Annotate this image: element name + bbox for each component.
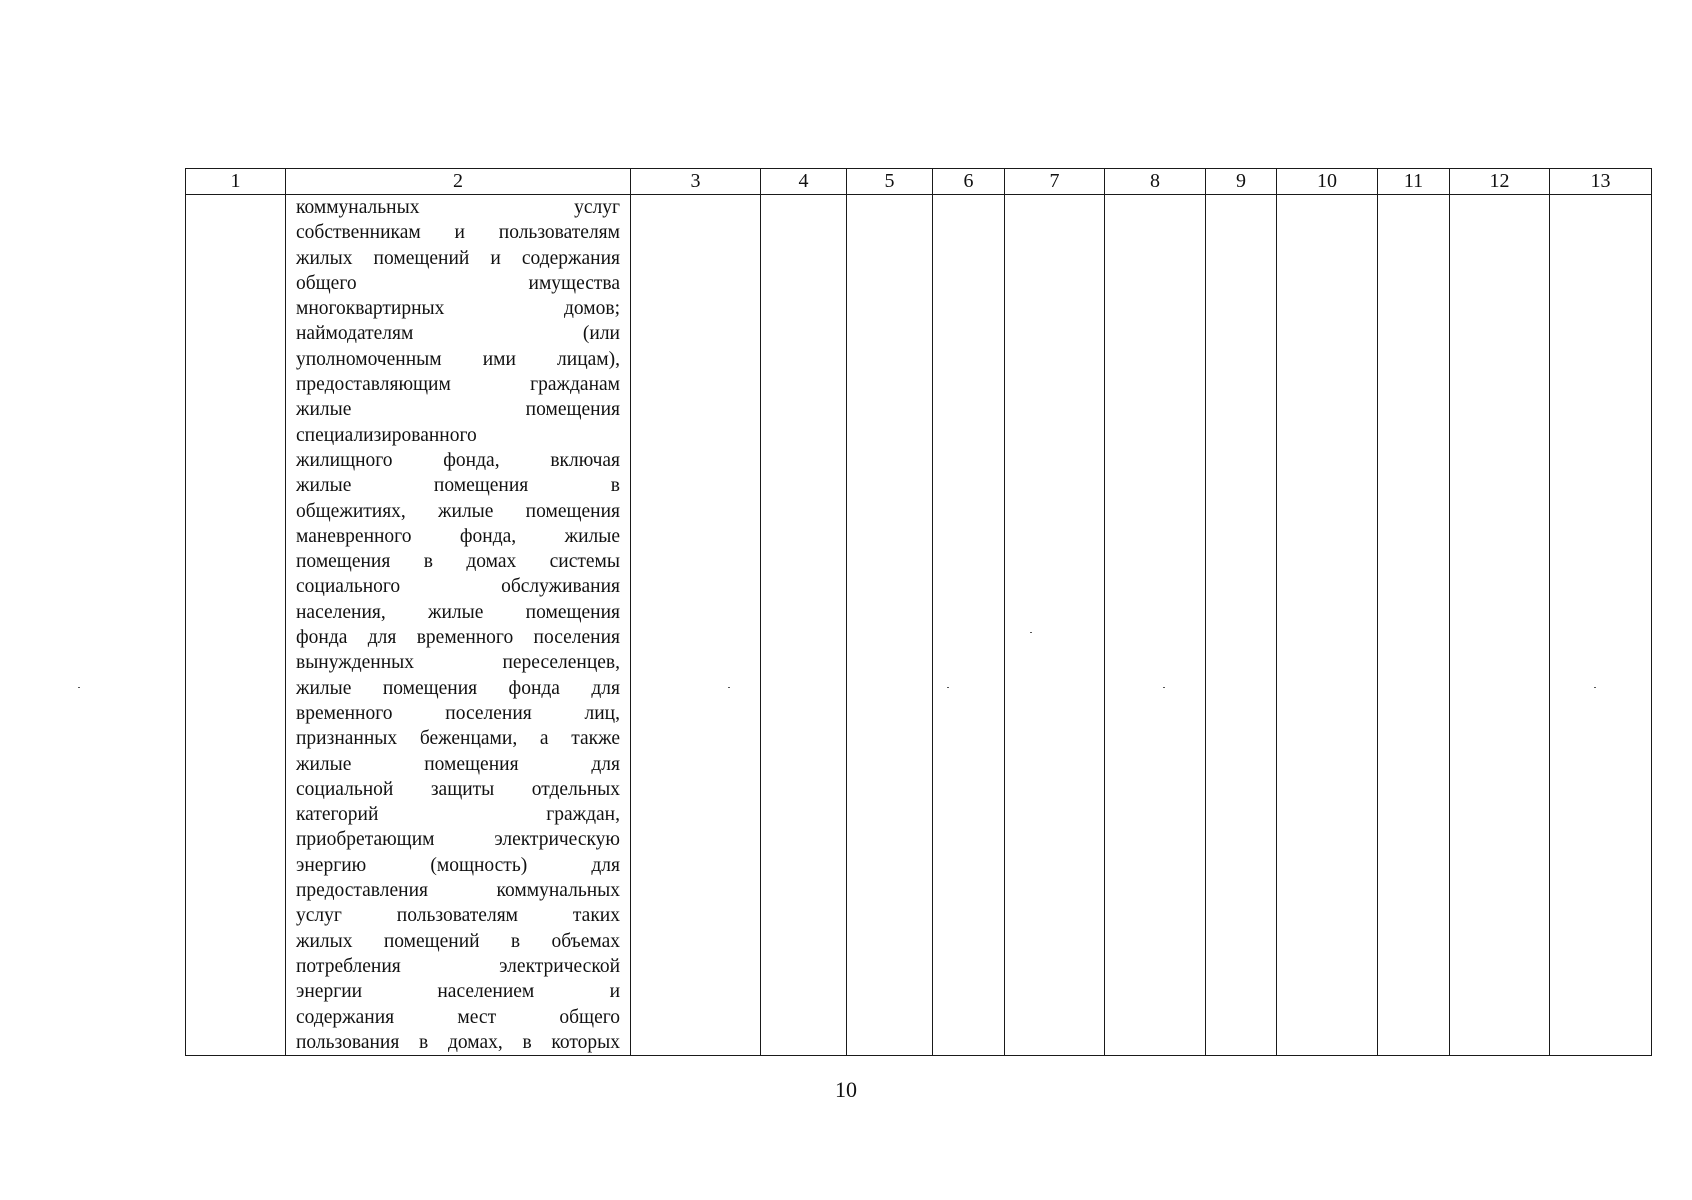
column-header-11: 11 <box>1378 169 1450 195</box>
description-line: категорий граждан, <box>296 804 620 826</box>
description-line: коммунальных услуг <box>296 197 620 218</box>
description-line: жилищного фонда, включая <box>296 449 620 471</box>
description-line: жилые помещения фонда для <box>296 677 620 699</box>
scan-speck <box>78 687 80 688</box>
description-line: приобретающим электрическую <box>296 829 620 851</box>
cell-col-8 <box>1105 195 1206 1056</box>
description-line: временного поселения лиц, <box>296 702 620 724</box>
description-line: социальной защиты отдельных <box>296 778 620 800</box>
description-line: социального обслуживания <box>296 576 620 598</box>
cell-col-3 <box>631 195 761 1056</box>
cell-col-6 <box>933 195 1005 1056</box>
description-line: населения, жилые помещения <box>296 601 620 623</box>
description-line: жилые помещения в <box>296 475 620 497</box>
description-line: вынужденных переселенцев, <box>296 652 620 674</box>
cell-col-1 <box>186 195 286 1056</box>
description-line: энергию (мощность) для <box>296 854 620 876</box>
description-line: пользования в домах, в которых <box>296 1031 620 1053</box>
description-line: многоквартирных домов; <box>296 298 620 320</box>
cell-col-7 <box>1005 195 1105 1056</box>
description-line: помещения в домах системы <box>296 551 620 573</box>
description-line: маневренного фонда, жилые <box>296 525 620 547</box>
description-line: потребления электрической <box>296 955 620 977</box>
table-row <box>186 195 1652 1056</box>
cell-col-4 <box>761 195 847 1056</box>
description-line: содержания мест общего <box>296 1006 620 1028</box>
scan-speck <box>947 687 949 688</box>
column-header-7: 7 <box>1005 169 1105 195</box>
data-table <box>185 168 1652 1056</box>
column-header-9: 9 <box>1206 169 1277 195</box>
scan-speck <box>728 687 730 688</box>
cell-col-10 <box>1277 195 1378 1056</box>
cell-col-9 <box>1206 195 1277 1056</box>
scan-speck <box>1594 687 1596 688</box>
description-line: жилых помещений в объемах <box>296 930 620 952</box>
description-line: услуг пользователям таких <box>296 905 620 927</box>
description-line: энергии населением и <box>296 981 620 1003</box>
cell-col-2 <box>286 195 631 1056</box>
column-header-6: 6 <box>933 169 1005 195</box>
scan-speck <box>1030 632 1032 633</box>
description-line: предоставляющим гражданам <box>296 374 620 396</box>
column-header-10: 10 <box>1277 169 1378 195</box>
description-line: наймодателям (или <box>296 323 620 345</box>
column-header-13: 13 <box>1550 169 1652 195</box>
column-header-3: 3 <box>631 169 761 195</box>
cell-col-13 <box>1550 195 1652 1056</box>
description-text <box>286 195 630 1055</box>
page-number: 10 <box>835 1077 857 1102</box>
description-line: жилых помещений и содержания <box>296 247 620 269</box>
column-header-12: 12 <box>1450 169 1550 195</box>
description-line: предоставления коммунальных <box>296 880 620 902</box>
column-header-5: 5 <box>847 169 933 195</box>
cell-col-11 <box>1378 195 1450 1056</box>
description-line: фонда для временного поселения <box>296 627 620 649</box>
column-header-4: 4 <box>761 169 847 195</box>
table-header-row <box>186 169 1652 195</box>
cell-col-5 <box>847 195 933 1056</box>
description-line: специализированного <box>296 424 477 446</box>
description-line: собственникам и пользователям <box>296 222 620 244</box>
description-line: жилые помещения для <box>296 753 620 775</box>
description-line: признанных беженцами, а также <box>296 728 620 750</box>
column-header-8: 8 <box>1105 169 1206 195</box>
column-header-2: 2 <box>286 169 631 195</box>
description-line: общего имущества <box>296 272 620 294</box>
description-line: жилые помещения <box>296 399 620 421</box>
scan-speck <box>1163 687 1165 688</box>
column-header-1: 1 <box>186 169 286 195</box>
description-line: общежитиях, жилые помещения <box>296 500 620 522</box>
description-line: уполномоченным ими лицам), <box>296 348 620 370</box>
cell-col-12 <box>1450 195 1550 1056</box>
